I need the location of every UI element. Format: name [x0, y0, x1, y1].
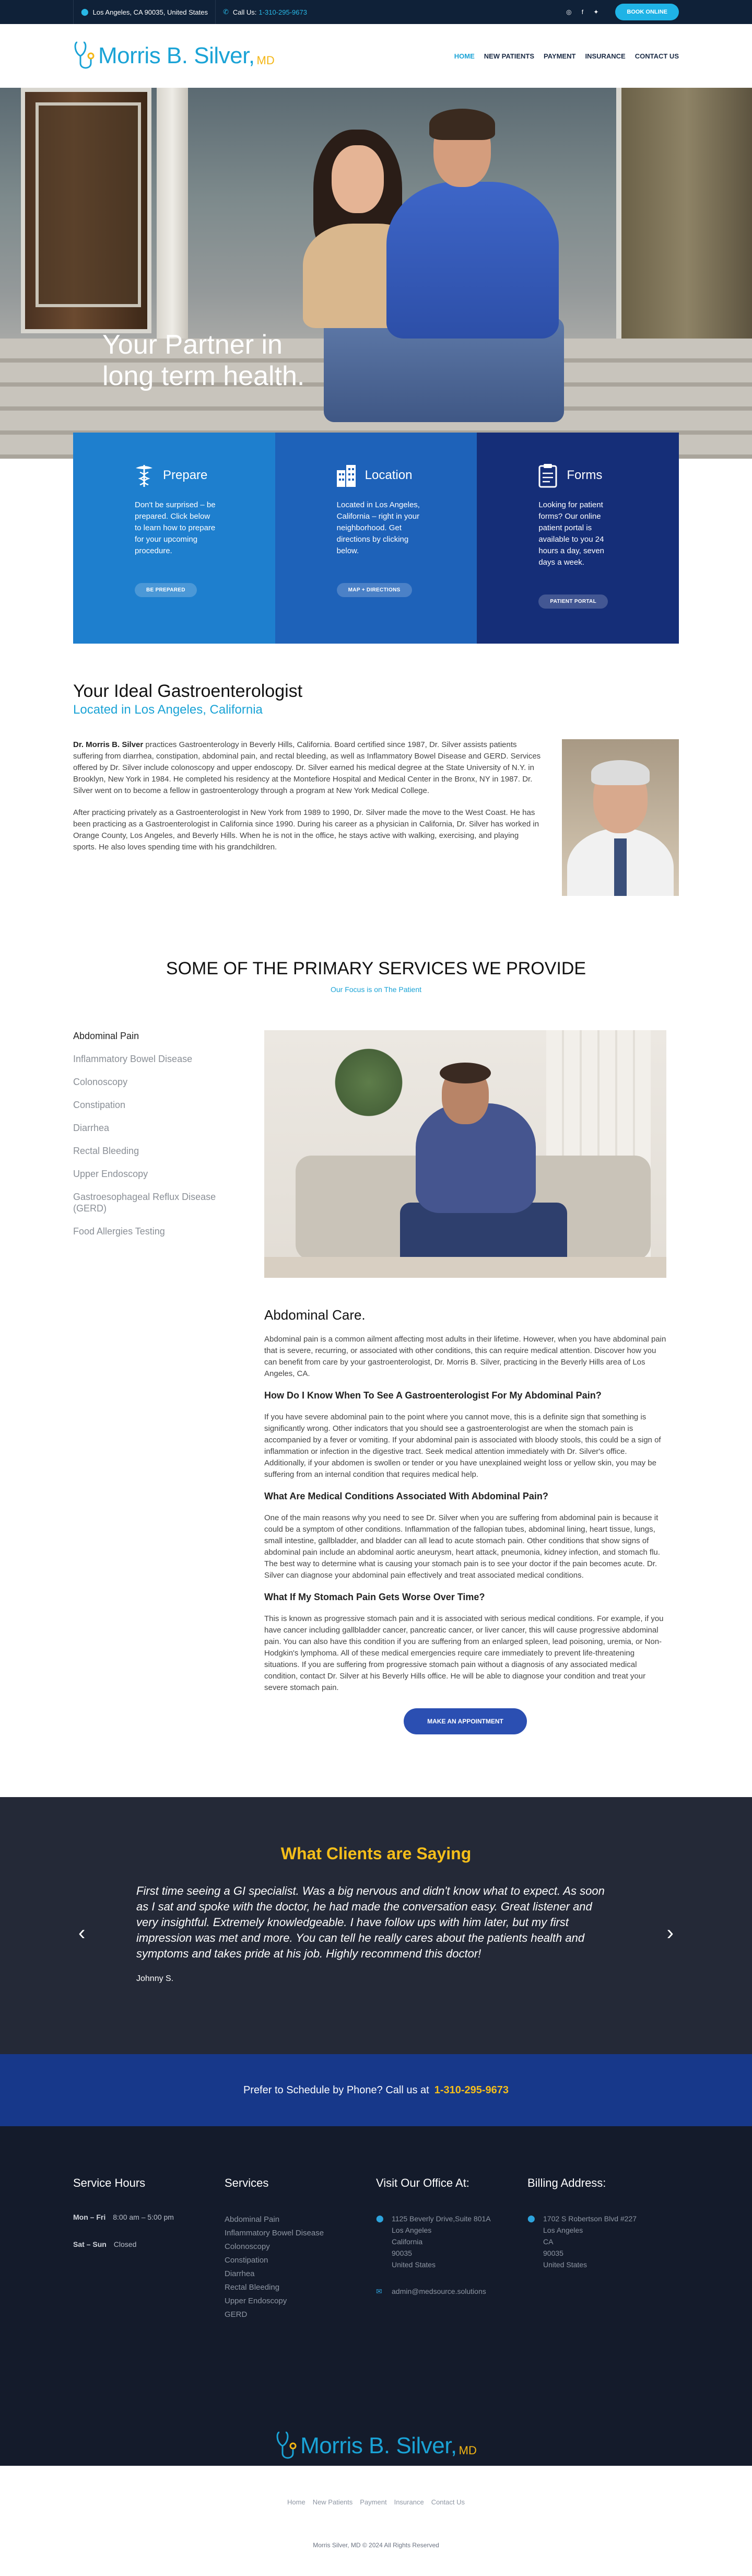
testimonial-quote: First time seeing a GI specialist. Was a big nervous and didn't know what to expect. As soon as I sat and spoke with the doctor, he had made the conversation easy. Great listener and very insightful. Extremely knowledgeable. I have follow ups with him later, but my first impression was met and more. You can tell he really cares about the patients health and symptoms and takes pride at his job. Highly recommend this doctor! [136, 1884, 605, 1960]
footer-logo[interactable] [73, 2430, 679, 2462]
book-online-button[interactable]: BOOK ONLINE [615, 4, 679, 20]
service-item-gerd[interactable]: Gastroesophageal Reflux Disease (GERD) [73, 1192, 216, 1214]
hero-photo-window [616, 88, 752, 370]
footer-nav-new-patients[interactable]: New Patients [312, 2498, 353, 2506]
service-detail-title: Abdominal Care. [264, 1307, 366, 1323]
service-paragraph: This is known as progressive stomach pain and it is associated with serious medical conditions. For example, if you have cancer including gallbladder cancer, pancreatic cancer, or liver cancer, this will cause progressive abdominal pain. You can also have this condition if you are suffering from an enlarged spleen, lead poisoning, uremia, or Non-Hodgkin's lymphoma. All of these medical emergencies require care immediately to prevent life-threatening situations. If you are suffering from progressive stomach pain without a diagnosis of any associated medical condition, contact Dr. Silver at his Beverly Hills office. He will be able to diagnose your condition and treat your severe stomach pain. [264, 1614, 664, 1692]
logo-md: MD [256, 54, 275, 67]
facebook-icon[interactable]: f [581, 8, 584, 16]
hero-title: Your Partner in long term health. [102, 330, 305, 391]
stethoscope-logo-icon [73, 40, 97, 72]
service-paragraph: If you have severe abdominal pain to the point where you cannot move, this is a definite sign that something is significantly wrong. Other indicators that you should see a gastroenterologist are when the stomach pain is accompanied by a fever or vomiting. If your abdominal pain is associated with bloody stools, this could be a sign of inflammation or infection in the digestive tract. Seek medical attention immediately with Dr. Silver's office. Additionally, if your abdomen is swollen or tender or you have unexplained weight loss or yellow skin, you may be suffering from an internal condition that requires medical help. [264, 1413, 661, 1479]
address-info [73, 0, 215, 24]
top-bar [0, 0, 752, 24]
footer-nav-contact-us[interactable]: Contact Us [431, 2498, 465, 2506]
copyright: Morris Silver, MD © 2024 All Rights Reserved [313, 2542, 439, 2549]
footer-hours-title: Service Hours [73, 2176, 146, 2189]
feature-text: Looking for patient forms? Our online patient portal is available to you 24 hours a day, seven days a week. [538, 500, 604, 567]
feature-text: Don't be surprised – be prepared. Click below to learn how to prepare for your upcoming procedure. [135, 500, 216, 555]
map-pin-icon: ⬤ [81, 8, 89, 16]
feature-title: Prepare [163, 468, 208, 482]
footer-service-link[interactable]: Colonoscopy [225, 2242, 270, 2251]
clipboard-icon [536, 463, 559, 488]
nav-home[interactable]: HOME [454, 52, 475, 60]
service-paragraph: One of the main reasons why you need to see Dr. Silver when you are suffering from abdominal pain is because it could be a symptom of other conditions. Inflammation of the fallopian tubes, abdominal lining, heart tissue, lungs, small intestine, gallbladder, and bladder can all lead to acute stomach pain. Other conditions that show signs of abdominal pain include an abdominal aortic aneurysm, heart attack, pneumonia, kidney infection, and stomach flu. The best way to determine what is causing your stomach pain is to see your doctor if the pain becomes acute. Dr. Silver can diagnose your abdominal pain effectively and treat associated medical conditions. [264, 1513, 660, 1580]
about-title: Your Ideal Gastroenterologist [73, 681, 303, 701]
service-question: How Do I Know When To See A Gastroenterologist For My Abdominal Pain? [264, 1390, 602, 1401]
office-address: ⬤ 1125 Beverly Drive,Suite 801A Los Angeles California 90035 United States [376, 2213, 527, 2270]
phone-cta-bar [0, 2054, 752, 2126]
feature-text: Located in Los Angeles, California – right in your neighborhood. Get directions by clicking below. [336, 500, 420, 555]
footer-nav-home[interactable]: Home [287, 2498, 306, 2506]
footer-service-link[interactable]: Abdominal Pain [225, 2215, 280, 2224]
footer-billing-title: Billing Address: [527, 2176, 606, 2189]
envelope-icon: ✉ [376, 2287, 382, 2295]
phone-info [215, 0, 314, 24]
footer-service-link[interactable]: Rectal Bleeding [225, 2283, 280, 2292]
phone-icon: ✆ [223, 8, 229, 16]
testimonials-section [0, 1797, 752, 2054]
service-paragraph: Abdominal pain is a common ailment affecting most adults in their lifetime. However, when you have abdominal pain that is severe, recurring, or associated with other conditions, this can require medical attention. Discover how you can benefit from care by your gastroenterologist, Dr. Morris B. Silver, practicing in the Beverly Hills area of Los Angeles, CA. [264, 1335, 666, 1378]
be-prepared-button[interactable]: BE PREPARED [135, 583, 197, 597]
feature-location [275, 433, 477, 644]
footer-service-link[interactable]: Constipation [225, 2256, 268, 2265]
services-title: SOME OF THE PRIMARY SERVICES WE PROVIDE [166, 959, 586, 978]
instagram-icon[interactable]: ◎ [566, 8, 572, 16]
nav-payment[interactable]: PAYMENT [544, 52, 576, 60]
patient-portal-button[interactable]: PATIENT PORTAL [538, 595, 608, 609]
doctor-photo [562, 739, 679, 896]
service-item-ibd[interactable]: Inflammatory Bowel Disease [73, 1054, 193, 1064]
map-directions-button[interactable]: MAP + DIRECTIONS [337, 583, 412, 597]
service-item-abdominal-pain[interactable]: Abdominal Pain [73, 1031, 139, 1041]
caduceus-icon [133, 463, 156, 488]
footer-services [225, 2176, 376, 2322]
feature-forms [477, 433, 679, 644]
about-text [73, 739, 543, 896]
hero-banner [0, 88, 752, 459]
feature-prepare [73, 433, 275, 644]
footer-office [376, 2176, 527, 2322]
service-question: What If My Stomach Pain Gets Worse Over Time? [264, 1592, 485, 1602]
footer-nav-insurance[interactable]: Insurance [394, 2498, 424, 2506]
feature-title: Location [365, 468, 413, 482]
address-text: Los Angeles, CA 90035, United States [92, 8, 208, 16]
cta-text: Prefer to Schedule by Phone? Call us at [243, 2084, 429, 2096]
site-header [0, 24, 752, 88]
logo-text: Morris B. Silver, [300, 2433, 457, 2458]
hours-row: Sat – Sun Closed [73, 2240, 137, 2248]
email-link[interactable]: admin@medsource.solutions [392, 2287, 486, 2295]
footer-office-title: Visit Our Office At: [376, 2176, 469, 2189]
nav-insurance[interactable]: INSURANCE [585, 52, 626, 60]
feature-title: Forms [567, 468, 603, 482]
feature-boxes [0, 433, 752, 644]
twitter-icon[interactable]: ✦ [593, 8, 599, 16]
stethoscope-logo-icon [275, 2430, 299, 2462]
footer-services-title: Services [225, 2176, 269, 2189]
footer-service-link[interactable]: Inflammatory Bowel Disease [225, 2229, 324, 2237]
call-label: Call Us: [232, 8, 257, 16]
site-footer [0, 2126, 752, 2549]
hero-photo-door [21, 88, 151, 333]
hours-row: Mon – Fri 8:00 am – 5:00 pm [73, 2213, 174, 2221]
footer-service-link[interactable]: Upper Endoscopy [225, 2297, 287, 2305]
cta-phone-link[interactable]: 1-310-295-9673 [434, 2084, 509, 2096]
service-item-food-allergies[interactable]: Food Allergies Testing [73, 1226, 165, 1237]
testimonials-title: What Clients are Saying [280, 1844, 472, 1863]
service-detail [264, 1030, 666, 1734]
office-email [376, 2287, 527, 2296]
service-item-rectal-bleeding[interactable]: Rectal Bleeding [73, 1146, 139, 1156]
map-pin-icon: ⬤ [376, 2214, 384, 2222]
nav-contact-us[interactable]: CONTACT US [634, 52, 679, 60]
service-item-upper-endoscopy[interactable]: Upper Endoscopy [73, 1169, 148, 1179]
about-section [0, 644, 752, 896]
service-item-colonoscopy[interactable]: Colonoscopy [73, 1077, 128, 1087]
footer-nav-payment[interactable]: Payment [360, 2498, 387, 2506]
footer-service-link[interactable]: Diarrhea [225, 2269, 255, 2278]
abdominal-pain-photo [264, 1030, 666, 1278]
chevron-left-icon[interactable]: ‹ [78, 1921, 86, 1944]
site-logo[interactable] [73, 40, 275, 72]
main-nav [454, 52, 679, 60]
logo-text: Morris B. Silver, [98, 43, 255, 68]
footer-hours [73, 2176, 225, 2322]
footer-service-link[interactable]: GERD [225, 2310, 248, 2319]
testimonial-author: Johnny S. [136, 1974, 174, 1983]
services-list [73, 1030, 264, 1734]
about-subtitle: Located in Los Angeles, California [73, 703, 263, 717]
doctor-name: Dr. Morris B. Silver [73, 740, 144, 749]
logo-md: MD [459, 2444, 477, 2457]
chevron-right-icon[interactable]: › [666, 1921, 674, 1944]
service-question: What Are Medical Conditions Associated With Abdominal Pain? [264, 1491, 548, 1501]
about-paragraph: After practicing privately as a Gastroenterologist in New York from 1989 to 1990, Dr. Silver made the move to the West Coast. He has been practicing as a Gastroenterologist in California since 1990. During his career as a physician in California, Dr. Silver has worked in Orange County, Los Angeles, and Beverly Hills. When he is not in the office, he stays active with walking, exercising, and playing sports. He also loves spending time with his grandchildren. [73, 808, 539, 852]
footer-billing [527, 2176, 679, 2322]
billing-address: ⬤ 1702 S Robertson Blvd #227 Los Angeles CA 90035 United States [527, 2213, 679, 2270]
service-item-diarrhea[interactable]: Diarrhea [73, 1123, 110, 1133]
building-icon [335, 463, 358, 488]
footer-nav [73, 2498, 679, 2506]
services-subtitle: Our Focus is on The Patient [330, 985, 422, 994]
service-item-constipation[interactable]: Constipation [73, 1100, 126, 1110]
make-appointment-button[interactable]: MAKE AN APPOINTMENT [404, 1708, 527, 1734]
about-paragraph: Dr. Morris B. Silver practices Gastroenterology in Beverly Hills, California. Board certified since 1987, Dr. Silver assists patients suffering from diarrhea, constipation, abdominal pain, and rectal bleeding, as well as Inflammatory Bowel Disease and GERD. Services offered by Dr. Silver include colonoscopy and upper endoscopy. Dr. Silver earned his medical degree at the State University of N.Y. in Brooklyn, New York in 1984. He completed his residency at the Montefiore Hospital and Medical Center in the Bronx, NY in 1987. Dr. Silver went on to become a fellow in gastroenterology through a program at New York Medical College. [73, 740, 541, 795]
nav-new-patients[interactable]: NEW PATIENTS [484, 52, 535, 60]
services-section [0, 896, 752, 1734]
map-pin-icon: ⬤ [527, 2214, 535, 2222]
topbar-phone-link[interactable]: 1-310-295-9673 [258, 8, 307, 16]
